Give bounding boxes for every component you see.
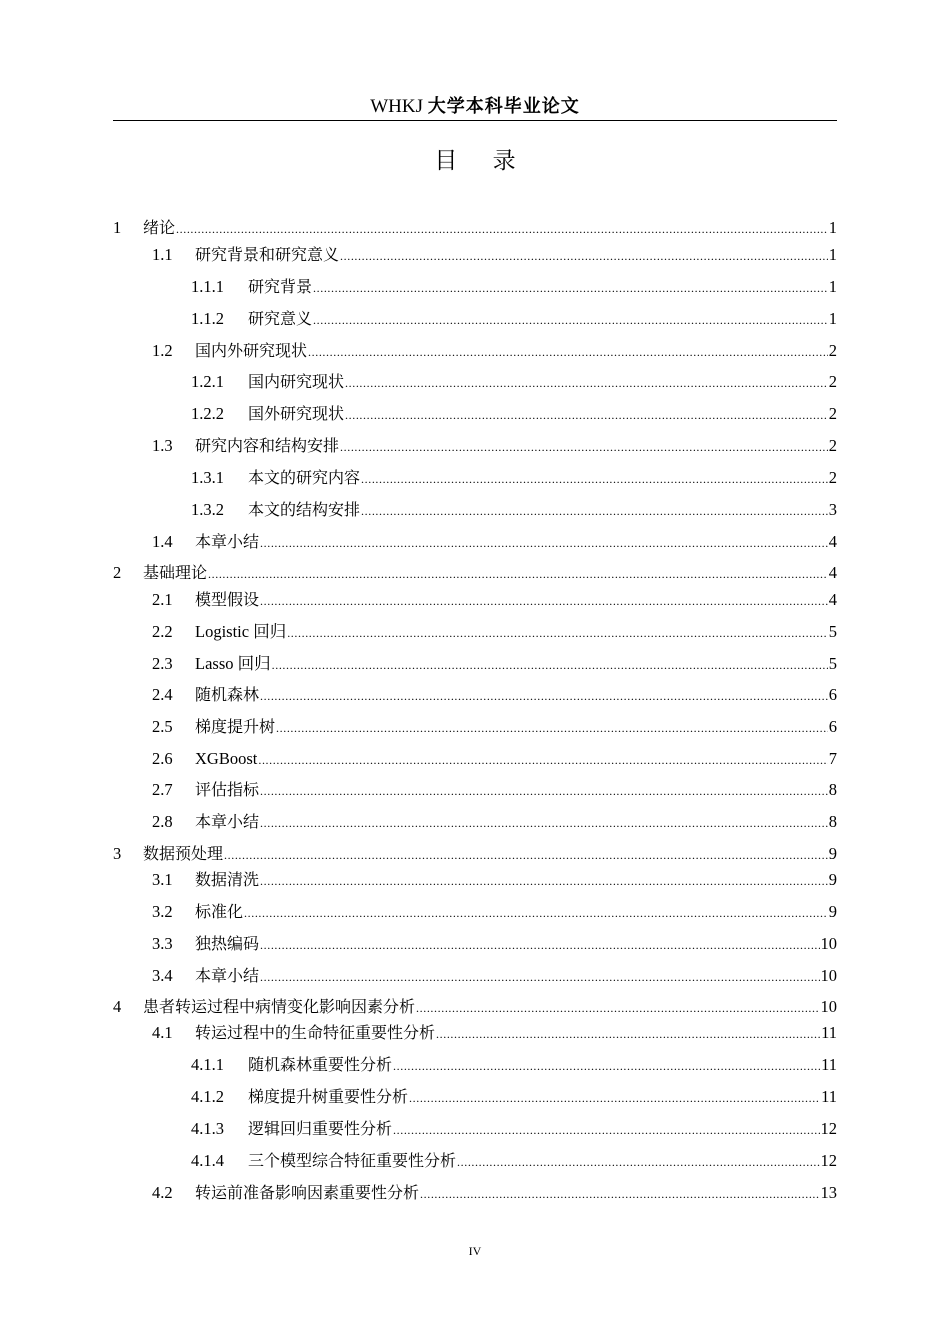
header-school-code: WHKJ: [370, 96, 424, 117]
toc-dot-leader: [313, 279, 828, 297]
toc-entry-page: 12: [820, 1151, 837, 1170]
toc-entry[interactable]: [191, 1115, 837, 1139]
toc-entry[interactable]: [191, 464, 837, 488]
toc-entry[interactable]: [152, 866, 837, 890]
toc-entry[interactable]: [191, 305, 837, 329]
toc-entry-page: 1: [828, 218, 837, 237]
toc-entry-number: 2.3: [152, 654, 173, 673]
toc-dot-leader: [409, 1089, 820, 1107]
toc-dot-leader: [345, 406, 828, 424]
toc-entry-number: 4.1: [152, 1023, 173, 1042]
toc-entry[interactable]: [152, 808, 837, 832]
toc-dot-leader: [340, 438, 828, 456]
toc-dot-leader: [258, 751, 827, 769]
toc-entry[interactable]: [152, 745, 837, 769]
toc-entry-number: 1.2: [152, 341, 173, 360]
toc-entry-title: 国内外研究现状: [195, 341, 308, 360]
toc-dot-leader: [260, 814, 828, 832]
toc-entry-number: 1.1: [152, 245, 173, 264]
toc-entry-page: 11: [821, 1023, 837, 1042]
toc-entry-title: Logistic 回归: [195, 622, 287, 641]
toc-entry-title: 梯度提升树: [195, 717, 276, 736]
toc-entry[interactable]: [152, 962, 837, 986]
toc-title: 目 录: [434, 148, 530, 174]
toc-dot-leader: [260, 592, 828, 610]
toc-entry-page: 10: [820, 934, 837, 953]
toc-entry-page: 1: [828, 245, 837, 264]
toc-entry-page: 11: [821, 1087, 837, 1106]
toc-entry-title: 本文的结构安排: [248, 500, 361, 519]
toc-dot-leader: [260, 936, 819, 954]
toc-entry[interactable]: [113, 840, 837, 864]
toc-dot-leader: [457, 1153, 819, 1171]
toc-entry-title: 基础理论: [143, 563, 208, 582]
toc-entry-title: 梯度提升树重要性分析: [248, 1087, 409, 1106]
toc-dot-leader: [436, 1025, 820, 1043]
toc-entry-page: 4: [828, 590, 837, 609]
toc-entry[interactable]: [152, 618, 837, 642]
toc-entry[interactable]: [152, 898, 837, 922]
toc-dot-leader: [224, 846, 828, 864]
toc-entry-title: Lasso 回归: [195, 654, 271, 673]
toc-entry-number: 4.1.3: [191, 1119, 224, 1138]
toc-entry-page: 9: [828, 844, 837, 863]
toc-entry-page: 5: [828, 622, 837, 641]
toc-entry-page: 10: [820, 966, 837, 985]
toc-entry[interactable]: [152, 930, 837, 954]
toc-entry[interactable]: [152, 776, 837, 800]
toc-entry-number: 4.1.4: [191, 1151, 224, 1170]
toc-dot-leader: [313, 311, 828, 329]
toc-dot-leader: [208, 565, 828, 583]
toc-entry-number: 2.2: [152, 622, 173, 641]
toc-entry-title: 转运过程中的生命特征重要性分析: [195, 1023, 436, 1042]
toc-entry-title: 研究意义: [248, 309, 313, 328]
toc-entry-page: 4: [828, 563, 837, 582]
toc-dot-leader: [260, 968, 819, 986]
toc-dot-leader: [260, 872, 828, 890]
toc-entry-number: 1.2.2: [191, 404, 224, 423]
toc-entry-title: 三个模型综合特征重要性分析: [248, 1151, 457, 1170]
toc-dot-leader: [260, 782, 828, 800]
toc-dot-leader: [176, 220, 828, 238]
toc-entry-number: 2: [113, 563, 122, 582]
toc-entry-title: 数据清洗: [195, 870, 260, 889]
toc-dot-leader: [420, 1185, 819, 1203]
toc-entry-title: 数据预处理: [143, 844, 224, 863]
toc-entry-title: 本章小结: [195, 812, 260, 831]
toc-entry-number: 1.3.2: [191, 500, 224, 519]
toc-dot-leader: [361, 502, 828, 520]
toc-entry-page: 5: [828, 654, 837, 673]
toc-dot-leader: [340, 247, 828, 265]
toc-entry-page: 3: [828, 500, 837, 519]
toc-entry-number: 3.3: [152, 934, 173, 953]
toc-entry[interactable]: [152, 713, 837, 737]
toc-dot-leader: [393, 1057, 820, 1075]
toc-entry-page: 9: [828, 870, 837, 889]
toc-entry-number: 2.5: [152, 717, 173, 736]
toc-entry-number: 4: [113, 997, 122, 1016]
toc-entry-page: 2: [828, 404, 837, 423]
toc-entry-title: 随机森林重要性分析: [248, 1055, 393, 1074]
toc-dot-leader: [260, 687, 828, 705]
toc-entry[interactable]: [113, 993, 837, 1017]
toc-entry-page: 2: [828, 341, 837, 360]
toc-dot-leader: [276, 719, 828, 737]
toc-entry-title: 患者转运过程中病情变化影响因素分析: [143, 997, 416, 1016]
toc-entry[interactable]: [152, 1019, 837, 1043]
toc-entry-title: 国外研究现状: [248, 404, 345, 423]
toc-entry-number: 2.8: [152, 812, 173, 831]
toc-entry-title: 逻辑回归重要性分析: [248, 1119, 393, 1138]
toc-entry-page: 12: [820, 1119, 837, 1138]
toc-entry-number: 4.2: [152, 1183, 173, 1202]
toc-dot-leader: [260, 534, 828, 552]
toc-entry-number: 4.1.2: [191, 1087, 224, 1106]
toc-entry-title: 转运前准备影响因素重要性分析: [195, 1183, 420, 1202]
toc-dot-leader: [287, 624, 828, 642]
toc-entry[interactable]: [152, 241, 837, 265]
toc-entry-title: 独热编码: [195, 934, 260, 953]
toc-entry-number: 3.4: [152, 966, 173, 985]
toc-entry[interactable]: [152, 681, 837, 705]
toc-entry-page: 13: [820, 1183, 837, 1202]
toc-entry[interactable]: [191, 273, 837, 297]
toc-entry-page: 11: [821, 1055, 837, 1074]
toc-entry-page: 9: [828, 902, 837, 921]
toc-dot-leader: [416, 999, 819, 1017]
toc-entry[interactable]: [152, 586, 837, 610]
toc-entry-page: 8: [828, 812, 837, 831]
toc-entry-title: 模型假设: [195, 590, 260, 609]
toc-entry-number: 2.1: [152, 590, 173, 609]
toc-entry-title: 绪论: [143, 218, 176, 237]
toc-entry-page: 6: [828, 717, 837, 736]
toc-entry[interactable]: [152, 1179, 837, 1203]
toc-entry[interactable]: [191, 368, 837, 392]
toc-entry-number: 1.3.1: [191, 468, 224, 487]
page-number: IV: [468, 1244, 482, 1258]
toc-entry-number: 3.2: [152, 902, 173, 921]
toc-entry-title: XGBoost: [195, 749, 258, 768]
toc-dot-leader: [393, 1121, 819, 1139]
toc-entry-title: 研究背景和研究意义: [195, 245, 340, 264]
toc-entry-number: 1.4: [152, 532, 173, 551]
toc-dot-leader: [244, 904, 828, 922]
toc-entry-number: 1.3: [152, 436, 173, 455]
toc-entry-number: 1.1.2: [191, 309, 224, 328]
running-header: [113, 94, 837, 121]
toc-entry-title: 评估指标: [195, 780, 260, 799]
toc-entry[interactable]: [191, 496, 837, 520]
toc-entry-title: 本章小结: [195, 966, 260, 985]
toc-entry[interactable]: [191, 1051, 837, 1075]
toc-entry-page: 8: [828, 780, 837, 799]
toc-entry-page: 2: [828, 468, 837, 487]
toc-entry-title: 研究背景: [248, 277, 313, 296]
toc-entry-page: 7: [828, 749, 837, 768]
toc-entry-title: 随机森林: [195, 685, 260, 704]
toc-entry-page: 1: [828, 277, 837, 296]
toc-entry-page: 2: [828, 436, 837, 455]
header-document-type: 大学本科毕业论文: [427, 96, 580, 117]
toc-entry[interactable]: [152, 337, 837, 361]
toc-entry-number: 2.6: [152, 749, 173, 768]
toc-entry-page: 6: [828, 685, 837, 704]
toc-entry-number: 1.2.1: [191, 372, 224, 391]
toc-entry-title: 本文的研究内容: [248, 468, 361, 487]
toc-dot-leader: [272, 656, 828, 674]
toc-entry-number: 2.4: [152, 685, 173, 704]
toc-entry-title: 本章小结: [195, 532, 260, 551]
toc-entry-page: 1: [828, 309, 837, 328]
toc-entry[interactable]: [152, 432, 837, 456]
toc-entry-title: 研究内容和结构安排: [195, 436, 340, 455]
toc-entry[interactable]: [113, 559, 837, 583]
toc-dot-leader: [361, 470, 828, 488]
toc-entry-number: 4.1.1: [191, 1055, 224, 1074]
toc-entry-page: 2: [828, 372, 837, 391]
toc-dot-leader: [308, 343, 828, 361]
toc-entry-title: 标准化: [195, 902, 244, 921]
toc-entry-number: 2.7: [152, 780, 173, 799]
toc-entry[interactable]: [191, 1147, 837, 1171]
toc-entry-number: 1.1.1: [191, 277, 224, 296]
toc-entry[interactable]: [113, 214, 837, 238]
toc-entry-title: 国内研究现状: [248, 372, 345, 391]
toc-dot-leader: [345, 374, 828, 392]
toc-entry-page: 10: [820, 997, 837, 1016]
toc-entry-page: 4: [828, 532, 837, 551]
toc-entry-number: 3.1: [152, 870, 173, 889]
toc-entry[interactable]: [191, 1083, 837, 1107]
toc-entry[interactable]: [191, 400, 837, 424]
toc-entry[interactable]: [152, 650, 837, 674]
toc-entry-number: 3: [113, 844, 122, 863]
toc-entry[interactable]: [152, 528, 837, 552]
toc-entry-number: 1: [113, 218, 122, 237]
